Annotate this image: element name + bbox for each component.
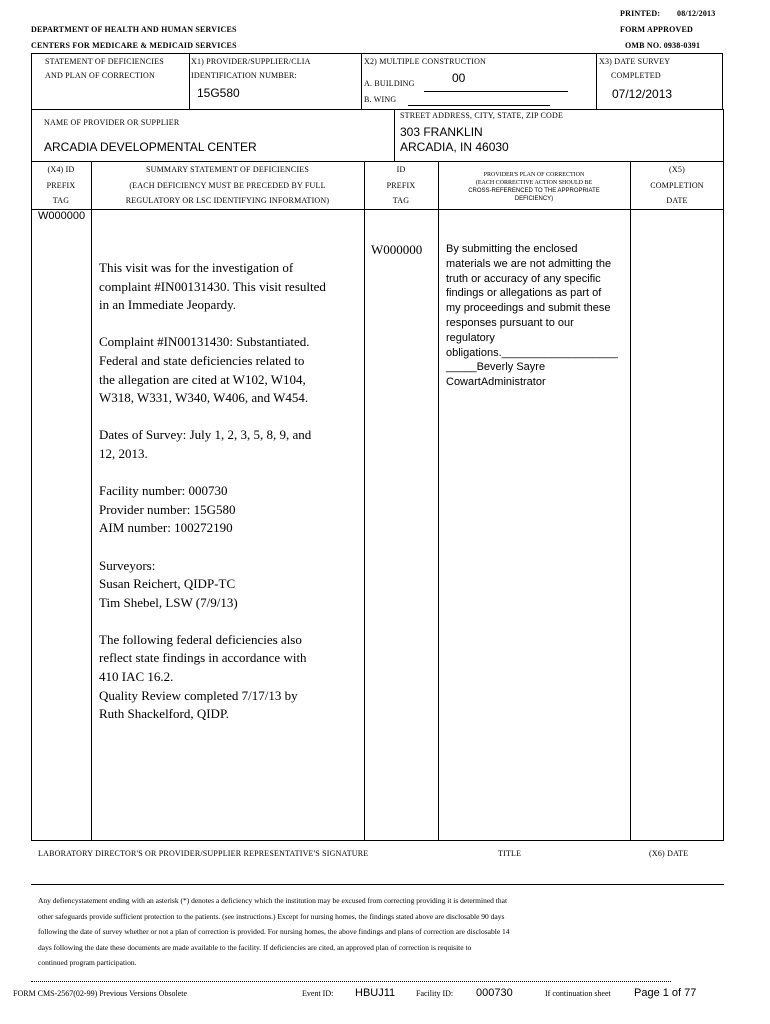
provider-name: ARCADIA DEVELOPMENTAL CENTER xyxy=(44,140,257,154)
disclaimer-line: continued program participation. xyxy=(38,958,137,967)
provider-address-box xyxy=(31,109,724,162)
x5-header-3: DATE xyxy=(666,196,688,205)
deficiency-tag-right: W000000 xyxy=(371,242,423,257)
facility-id-label: Facility ID: xyxy=(416,989,454,998)
printed-date: 08/12/2013 xyxy=(677,9,716,18)
x4-header-3: TAG xyxy=(52,196,70,205)
disclaimer-line: Any defiencystatement ending with an asterisk (*) denotes a deficiency which the institution may be excused from correcting providing it is determined that xyxy=(38,896,508,905)
building-label: A. BUILDING xyxy=(364,79,415,88)
provider-name-label: NAME OF PROVIDER OR SUPPLIER xyxy=(44,118,180,127)
x4-header-2: PREFIX xyxy=(46,181,76,190)
plan-line: obligations.___________________ xyxy=(446,346,618,359)
summary-header-1: SUMMARY STATEMENT OF DEFICIENCIES xyxy=(145,165,310,174)
statement-label-1: STATEMENT OF DEFICIENCIES xyxy=(45,57,164,66)
form-number: FORM CMS-2567(02-99) Previous Versions Obsolete xyxy=(13,989,188,998)
plan-line: findings or allegations as part of xyxy=(446,287,602,300)
survey-completed-date: 07/12/2013 xyxy=(612,87,673,101)
department-title: DEPARTMENT OF HEALTH AND HUMAN SERVICES xyxy=(31,25,237,34)
disclaimer-line: days following the date these documents are made available to the facility. If deficiencies are cited, an approved plan of correction is requisite to xyxy=(38,942,472,952)
disclaimer-line: other safeguards provide sufficient protection to the patients. (see instructions.) Except for nursing homes, the findings stated above are disclosable 90 days xyxy=(38,911,505,921)
x3-label-2: COMPLETED xyxy=(611,71,661,80)
printed-label: PRINTED: xyxy=(620,9,661,18)
summary-header-3: REGULATORY OR LSC IDENTIFYING INFORMATION) xyxy=(125,196,330,205)
disclaimer-line: following the date of survey whether or not a plan of correction is provided. For nursing homes, the above findings and plans of correction are disclosable 14 xyxy=(38,927,510,936)
address-line-1: 303 FRANKLIN xyxy=(400,125,483,139)
plan-header-2: (EACH CORRECTIVE ACTION SHOULD BE xyxy=(475,180,593,186)
plan-line: regulatory xyxy=(446,331,495,344)
address-label: STREET ADDRESS, CITY, STATE, ZIP CODE xyxy=(400,111,564,120)
director-signature-label: LABORATORY DIRECTOR'S OR PROVIDER/SUPPLIER REPRESENTATIVE'S SIGNATURE xyxy=(38,849,369,858)
plan-line: materials we are not admitting the xyxy=(446,257,612,270)
plan-line: truth or accuracy of any specific xyxy=(446,272,601,285)
x3-label-1: X3) DATE SURVEY xyxy=(599,57,671,66)
page-number: Page 1 of 77 xyxy=(634,987,697,999)
summary-statement: This visit was for the investigation of complaint #IN00131430. This visit resulted in an Immediate Jeopardy. Complaint #IN00131430: Substantiated. Federal and state deficiencies related to the allegation are cited at W102, W104, W318, W331, W340, W406, and W454. Dates of Survey: July 1, 2, 3, 5, 8, 9, and 12, 2013. Facility number: 000730 Provider number: 15G580 AIM number: 100272190 Surveyors: Susan Reichert, QIDP-TC Tim Shebel, LSW (7/9/13) The following federal deficiencies also reflect state findings in accordance with 410 IAC 16.2. Quality Review completed 7/17/13 by Ruth Shackelford, QIDP. xyxy=(99,260,326,722)
omb-number: OMB NO. 0938-0391 xyxy=(625,41,701,50)
wing-label: B. WING xyxy=(364,95,397,104)
plan-header-3: CROSS-REFERENCED TO THE APPROPRIATE xyxy=(468,188,600,194)
plan-line: responses pursuant to our xyxy=(446,316,574,329)
summary-header-2: (EACH DEFICIENCY MUST BE PRECEDED BY FULL xyxy=(129,181,326,190)
disclaimer xyxy=(38,893,718,971)
address-line-2: ARCADIA, IN 46030 xyxy=(400,140,509,154)
x1-label-1: X1) PROVIDER/SUPPLIER/CLIA xyxy=(191,57,311,66)
plan-line: CowartAdministrator xyxy=(446,376,546,389)
id-header-3: TAG xyxy=(392,196,410,205)
plan-of-correction xyxy=(446,242,628,390)
plan-header-4: DEFICIENCY) xyxy=(514,196,554,202)
building-value: 00 xyxy=(452,71,466,85)
plan-header-1: PROVIDER'S PLAN OF CORRECTION xyxy=(483,172,585,178)
event-id-label: Event ID: xyxy=(302,989,334,998)
x5-header-1: (X5) xyxy=(669,165,685,174)
facility-id-value: 000730 xyxy=(476,987,513,999)
x2-label: X2) MULTIPLE CONSTRUCTION xyxy=(364,57,487,66)
event-id-value: HBUJ11 xyxy=(355,987,396,999)
x1-label-2: IDENTIFICATION NUMBER: xyxy=(191,71,297,80)
provider-id-value: 15G580 xyxy=(197,86,240,100)
x6-date-label: (X6) DATE xyxy=(649,849,689,858)
title-label: TITLE xyxy=(498,849,522,858)
continuation-label: If continuation sheet xyxy=(545,989,611,998)
statement-label-2: AND PLAN OF CORRECTION xyxy=(45,71,155,80)
plan-line: By submitting the enclosed xyxy=(446,243,578,255)
form-approved: FORM APPROVED xyxy=(620,25,694,34)
plan-line: _____Beverly Sayre xyxy=(446,361,546,374)
x4-header-1: (X4) ID xyxy=(47,165,75,174)
plan-line: my proceedings and submit these xyxy=(446,302,611,315)
id-header-1: ID xyxy=(396,165,406,174)
deficiency-tag-left: W000000 xyxy=(38,210,86,222)
centers-title: CENTERS FOR MEDICARE & MEDICAID SERVICES xyxy=(31,41,237,50)
id-header-2: PREFIX xyxy=(386,181,416,190)
x5-header-2: COMPLETION xyxy=(650,181,704,190)
